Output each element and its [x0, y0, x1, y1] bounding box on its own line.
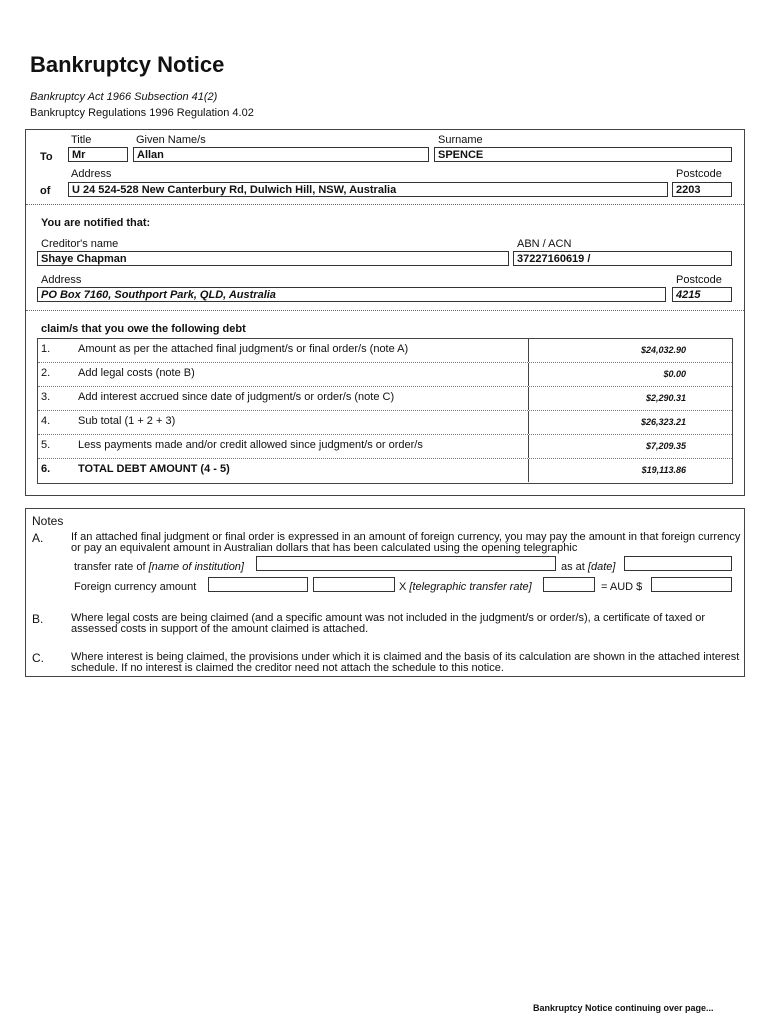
note-c-letter: C. [32, 651, 44, 665]
notified-label: You are notified that: [41, 217, 151, 229]
aud-amount-field[interactable] [651, 577, 732, 592]
row-amount-field[interactable]: $0.00 [528, 363, 732, 386]
debt-row-payments [38, 435, 732, 459]
note-c-text: Where interest is being claimed, the provisions under which it is claimed and the basis of its calculation are shown in the attached interest schedule. If no interest is claimed the creditor need not attach the schedule to this notice. [71, 651, 740, 674]
creditor-postcode-label: Postcode [676, 274, 722, 286]
row-label: Amount as per the attached final judgment/s or final order/s (note A) [78, 343, 409, 355]
title-label: Title [71, 134, 92, 146]
notes-heading: Notes [32, 514, 64, 528]
of-label: of [40, 185, 51, 197]
row-amount-field[interactable]: $2,290.31 [528, 387, 732, 410]
debt-row-total [38, 459, 732, 483]
row-amount-field[interactable]: $26,323.21 [528, 411, 732, 434]
row-label: Sub total (1 + 2 + 3) [78, 415, 176, 427]
surname-label: Surname [438, 134, 483, 146]
note-b-text: Where legal costs are being claimed (and a specific amount was not included in the judgment/s or order/s), a certificate of taxed or assessed costs in support of the amount claimed is attached. [71, 612, 706, 635]
row-number: 5. [41, 439, 51, 451]
debtor-address-label: Address [71, 168, 112, 180]
telegraphic-rate-field[interactable] [543, 577, 595, 592]
row-number: 3. [41, 391, 51, 403]
transfer-rate-multiplier-label: X [telegraphic transfer rate] [399, 581, 532, 593]
institution-field[interactable] [256, 556, 556, 571]
to-label: To [40, 151, 53, 163]
debtor-surname-field[interactable]: SPENCE [434, 147, 732, 162]
foreign-amount-field-2[interactable] [313, 577, 395, 592]
debtor-postcode-label: Postcode [676, 168, 722, 180]
debt-row-interest [38, 387, 732, 411]
row-amount-field[interactable]: $24,032.90 [528, 339, 732, 362]
debtor-address-field[interactable]: U 24 524-528 New Canterbury Rd, Dulwich Hill, NSW, Australia [68, 182, 668, 197]
regulation-reference: Bankruptcy Regulations 1996 Regulation 4.02 [30, 107, 254, 119]
page-title: Bankruptcy Notice [30, 52, 225, 77]
debtor-given-names-field[interactable]: Allan [133, 147, 429, 162]
foreign-amount-field[interactable] [208, 577, 308, 592]
row-label: Add interest accrued since date of judgment/s or order/s (note C) [78, 391, 395, 403]
foreign-amount-label: Foreign currency amount [74, 581, 197, 593]
creditor-address-field[interactable]: PO Box 7160, Southport Park, QLD, Australia [37, 287, 666, 302]
abn-field[interactable]: 37227160619 / [513, 251, 732, 266]
debtor-title-field[interactable]: Mr [68, 147, 128, 162]
row-label: Less payments made and/or credit allowed since judgment/s or order/s [78, 439, 423, 451]
note-b-letter: B. [32, 612, 44, 626]
row-label: Add legal costs (note B) [78, 367, 195, 379]
debt-row-legal-costs [38, 363, 732, 387]
row-label: TOTAL DEBT AMOUNT (4 - 5) [78, 463, 230, 475]
debt-table [37, 338, 733, 484]
divider [26, 204, 744, 205]
creditor-postcode-field[interactable]: 4215 [672, 287, 732, 302]
aud-label: = AUD $ [601, 581, 643, 593]
act-reference: Bankruptcy Act 1966 Subsection 41(2) [30, 91, 218, 103]
debtor-postcode-field[interactable]: 2203 [672, 182, 732, 197]
continued-footer: Bankruptcy Notice continuing over page... [533, 1003, 714, 1013]
date-field[interactable] [624, 556, 732, 571]
debt-row-amount [38, 339, 732, 363]
creditor-name-field[interactable]: Shaye Chapman [37, 251, 509, 266]
row-number: 4. [41, 415, 51, 427]
row-number: 2. [41, 367, 51, 379]
row-amount-field[interactable]: $7,209.35 [528, 435, 732, 458]
debt-intro: claim/s that you owe the following debt [41, 323, 246, 335]
abn-label: ABN / ACN [517, 238, 572, 250]
as-at-label: as at [date] [561, 561, 616, 573]
note-a-letter: A. [32, 531, 44, 545]
given-names-label: Given Name/s [136, 134, 206, 146]
row-number: 1. [41, 343, 51, 355]
row-amount-field[interactable]: $19,113.86 [528, 459, 732, 482]
creditor-address-label: Address [41, 274, 82, 286]
transfer-rate-label: transfer rate of [name of institution] [74, 561, 244, 573]
note-a-text: If an attached final judgment or final order is expressed in an amount of foreign currency, you may pay the amount in that foreign currency or pay an equivalent amount in Australian dollars that has been calculated using the opening telegraphic [71, 531, 741, 554]
debt-row-subtotal [38, 411, 732, 435]
creditor-name-label: Creditor's name [41, 238, 119, 250]
divider [26, 310, 744, 311]
row-number: 6. [41, 463, 51, 475]
